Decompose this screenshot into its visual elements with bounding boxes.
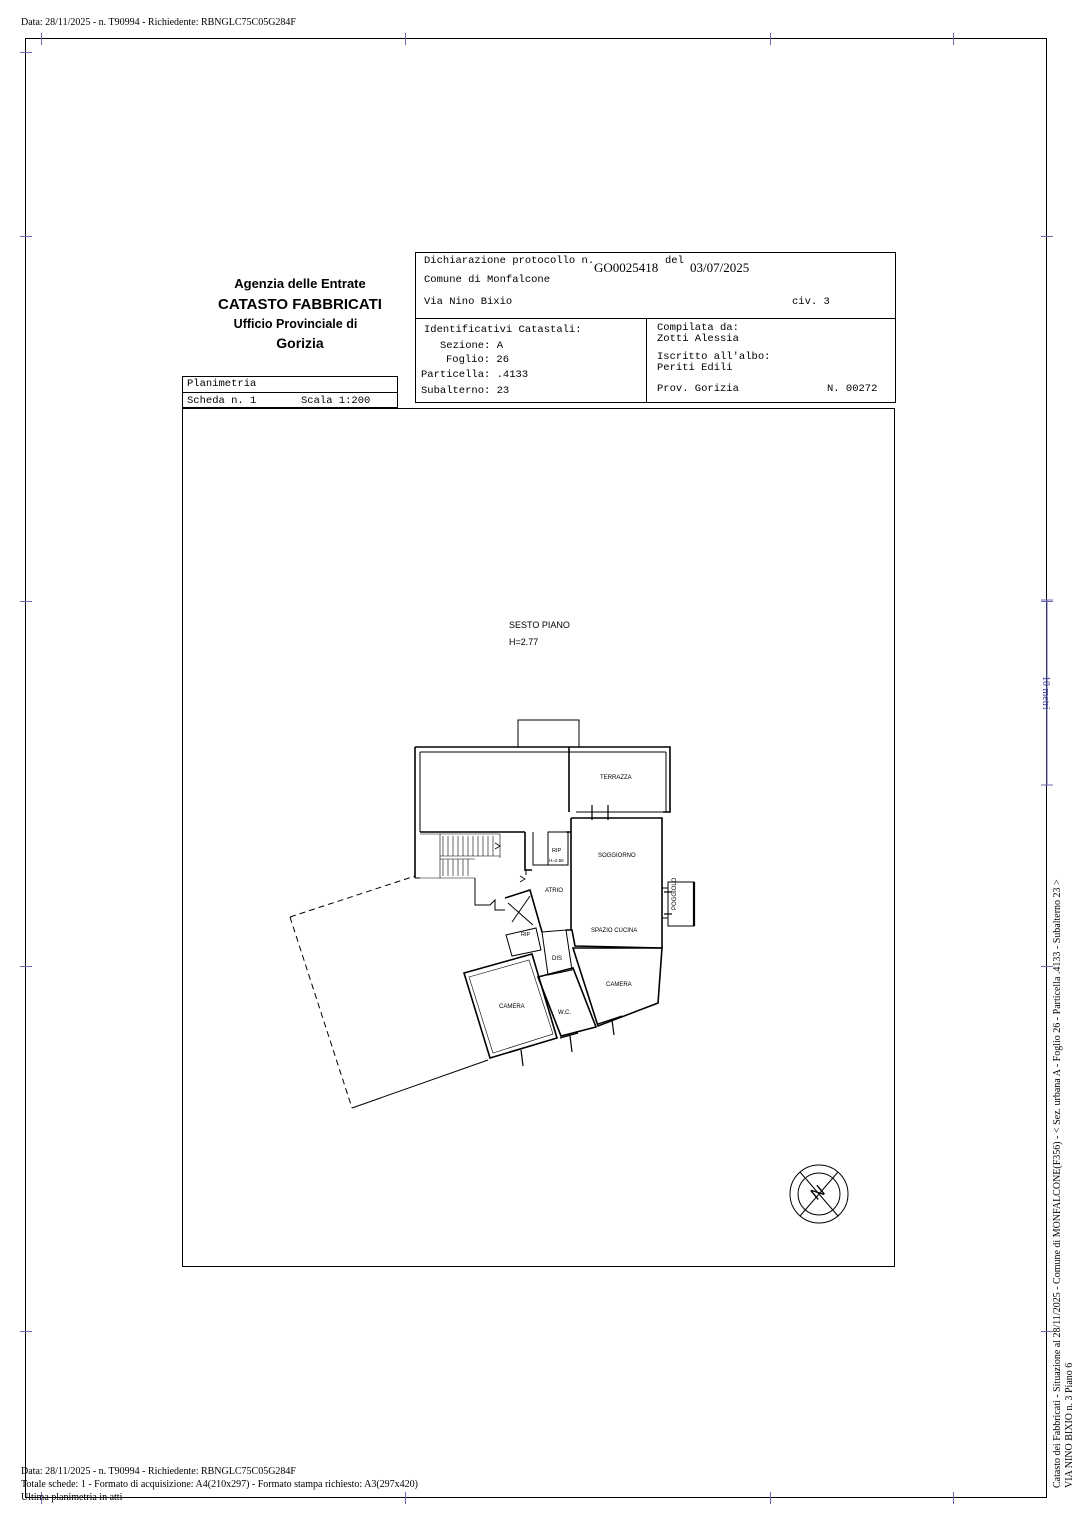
- window-marks: [510, 805, 672, 1066]
- room-dis: DIS: [552, 956, 563, 962]
- subalterno: Subalterno: 23: [421, 385, 510, 397]
- footer-format-info: Totale schede: 1 - Formato di acquisizione: A4(210x297) - Formato stampa richiesto: A3(297x420): [21, 1479, 418, 1490]
- floor-height: H=2.77: [509, 637, 539, 647]
- terrace-boundary-left: [290, 917, 352, 1108]
- ufficio-city: Gorizia: [276, 335, 324, 351]
- room-rip-height: H=2.58: [549, 858, 564, 863]
- room-poggiolo: POGGIOLO: [672, 877, 678, 910]
- address: Via Nino Bixio: [424, 296, 513, 308]
- scheda-number: Scheda n. 1: [187, 395, 257, 407]
- declaration-date: 03/07/2025: [690, 260, 750, 275]
- footer-request-info: Data: 28/11/2025 - n. T90994 - Richiedente: RBNGLC75C05G284F: [21, 1466, 296, 1477]
- footer-last-plan: Ultima planimetria in atti: [21, 1492, 123, 1503]
- protocol-number: GO0025418: [594, 260, 659, 275]
- stairs: [420, 834, 500, 878]
- civic-number: civ. 3: [792, 296, 830, 308]
- del-label: del: [665, 255, 684, 267]
- agency-name: Agenzia delle Entrate: [234, 276, 366, 291]
- compiled-by-label: Compilata da:: [657, 322, 739, 334]
- north-label: N: [807, 1181, 829, 1204]
- roof-block: [518, 720, 579, 747]
- comune: Comune di Monfalcone: [424, 274, 551, 286]
- identifiers-title: Identificativi Catastali:: [424, 324, 582, 336]
- atrio-walls: [505, 890, 542, 932]
- room-camera-left: CAMERA: [499, 1004, 525, 1010]
- floor-title: SESTO PIANO: [509, 620, 570, 630]
- side-situation-text: Catasto dei Fabbricati - Situazione al 28/11/2025 - Comune di MONFALCONE(F356) - < Sez. urbana A - Foglio 26 - Particella .4133 - Subalterno 23 >: [1052, 879, 1063, 1488]
- compiler-number: N. 00272: [827, 383, 878, 395]
- dis-room: [542, 930, 572, 975]
- terrace-boundary-bottom: [352, 1060, 488, 1108]
- compiler-province: Prov. Gorizia: [657, 383, 739, 395]
- room-wc: W.C.: [558, 1010, 571, 1016]
- room-soggiorno: SOGGIORNO: [598, 853, 636, 859]
- side-address-text: VIA NINO BIXIO n. 3 Piano 6: [1064, 1362, 1075, 1488]
- room-rip: RIP: [552, 848, 562, 854]
- scale: Scala 1:200: [301, 395, 371, 407]
- planimetria-label: Planimetria: [187, 378, 257, 390]
- sezione: Sezione: A: [440, 340, 504, 352]
- scale-bar-label: 10 metri: [1040, 676, 1051, 710]
- outer-wall-top: [415, 747, 670, 812]
- protocol-label: Dichiarazione protocollo n.: [424, 255, 595, 267]
- compiler-name: Zotti Alessia: [657, 333, 739, 345]
- ufficio-label: Ufficio Provinciale di: [233, 317, 358, 331]
- room-rip-2: RIP: [521, 932, 531, 938]
- foglio: Foglio: 26: [446, 354, 510, 366]
- catasto-title: CATASTO FABBRICATI: [218, 296, 382, 313]
- albo-label: Iscritto all'albo:: [657, 351, 771, 363]
- room-camera-right: CAMERA: [606, 982, 632, 988]
- room-spazio-cucina: SPAZIO CUCINA: [591, 928, 638, 934]
- header-request-info: Data: 28/11/2025 - n. T90994 - Richiedente: RBNGLC75C05G284F: [21, 17, 296, 28]
- room-terrazza: TERRAZZA: [600, 775, 632, 781]
- albo-value: Periti Edili: [657, 362, 733, 374]
- particella: Particella: .4133: [421, 369, 529, 381]
- terrace-boundary-top: [290, 876, 415, 917]
- room-atrio: ATRIO: [545, 888, 563, 894]
